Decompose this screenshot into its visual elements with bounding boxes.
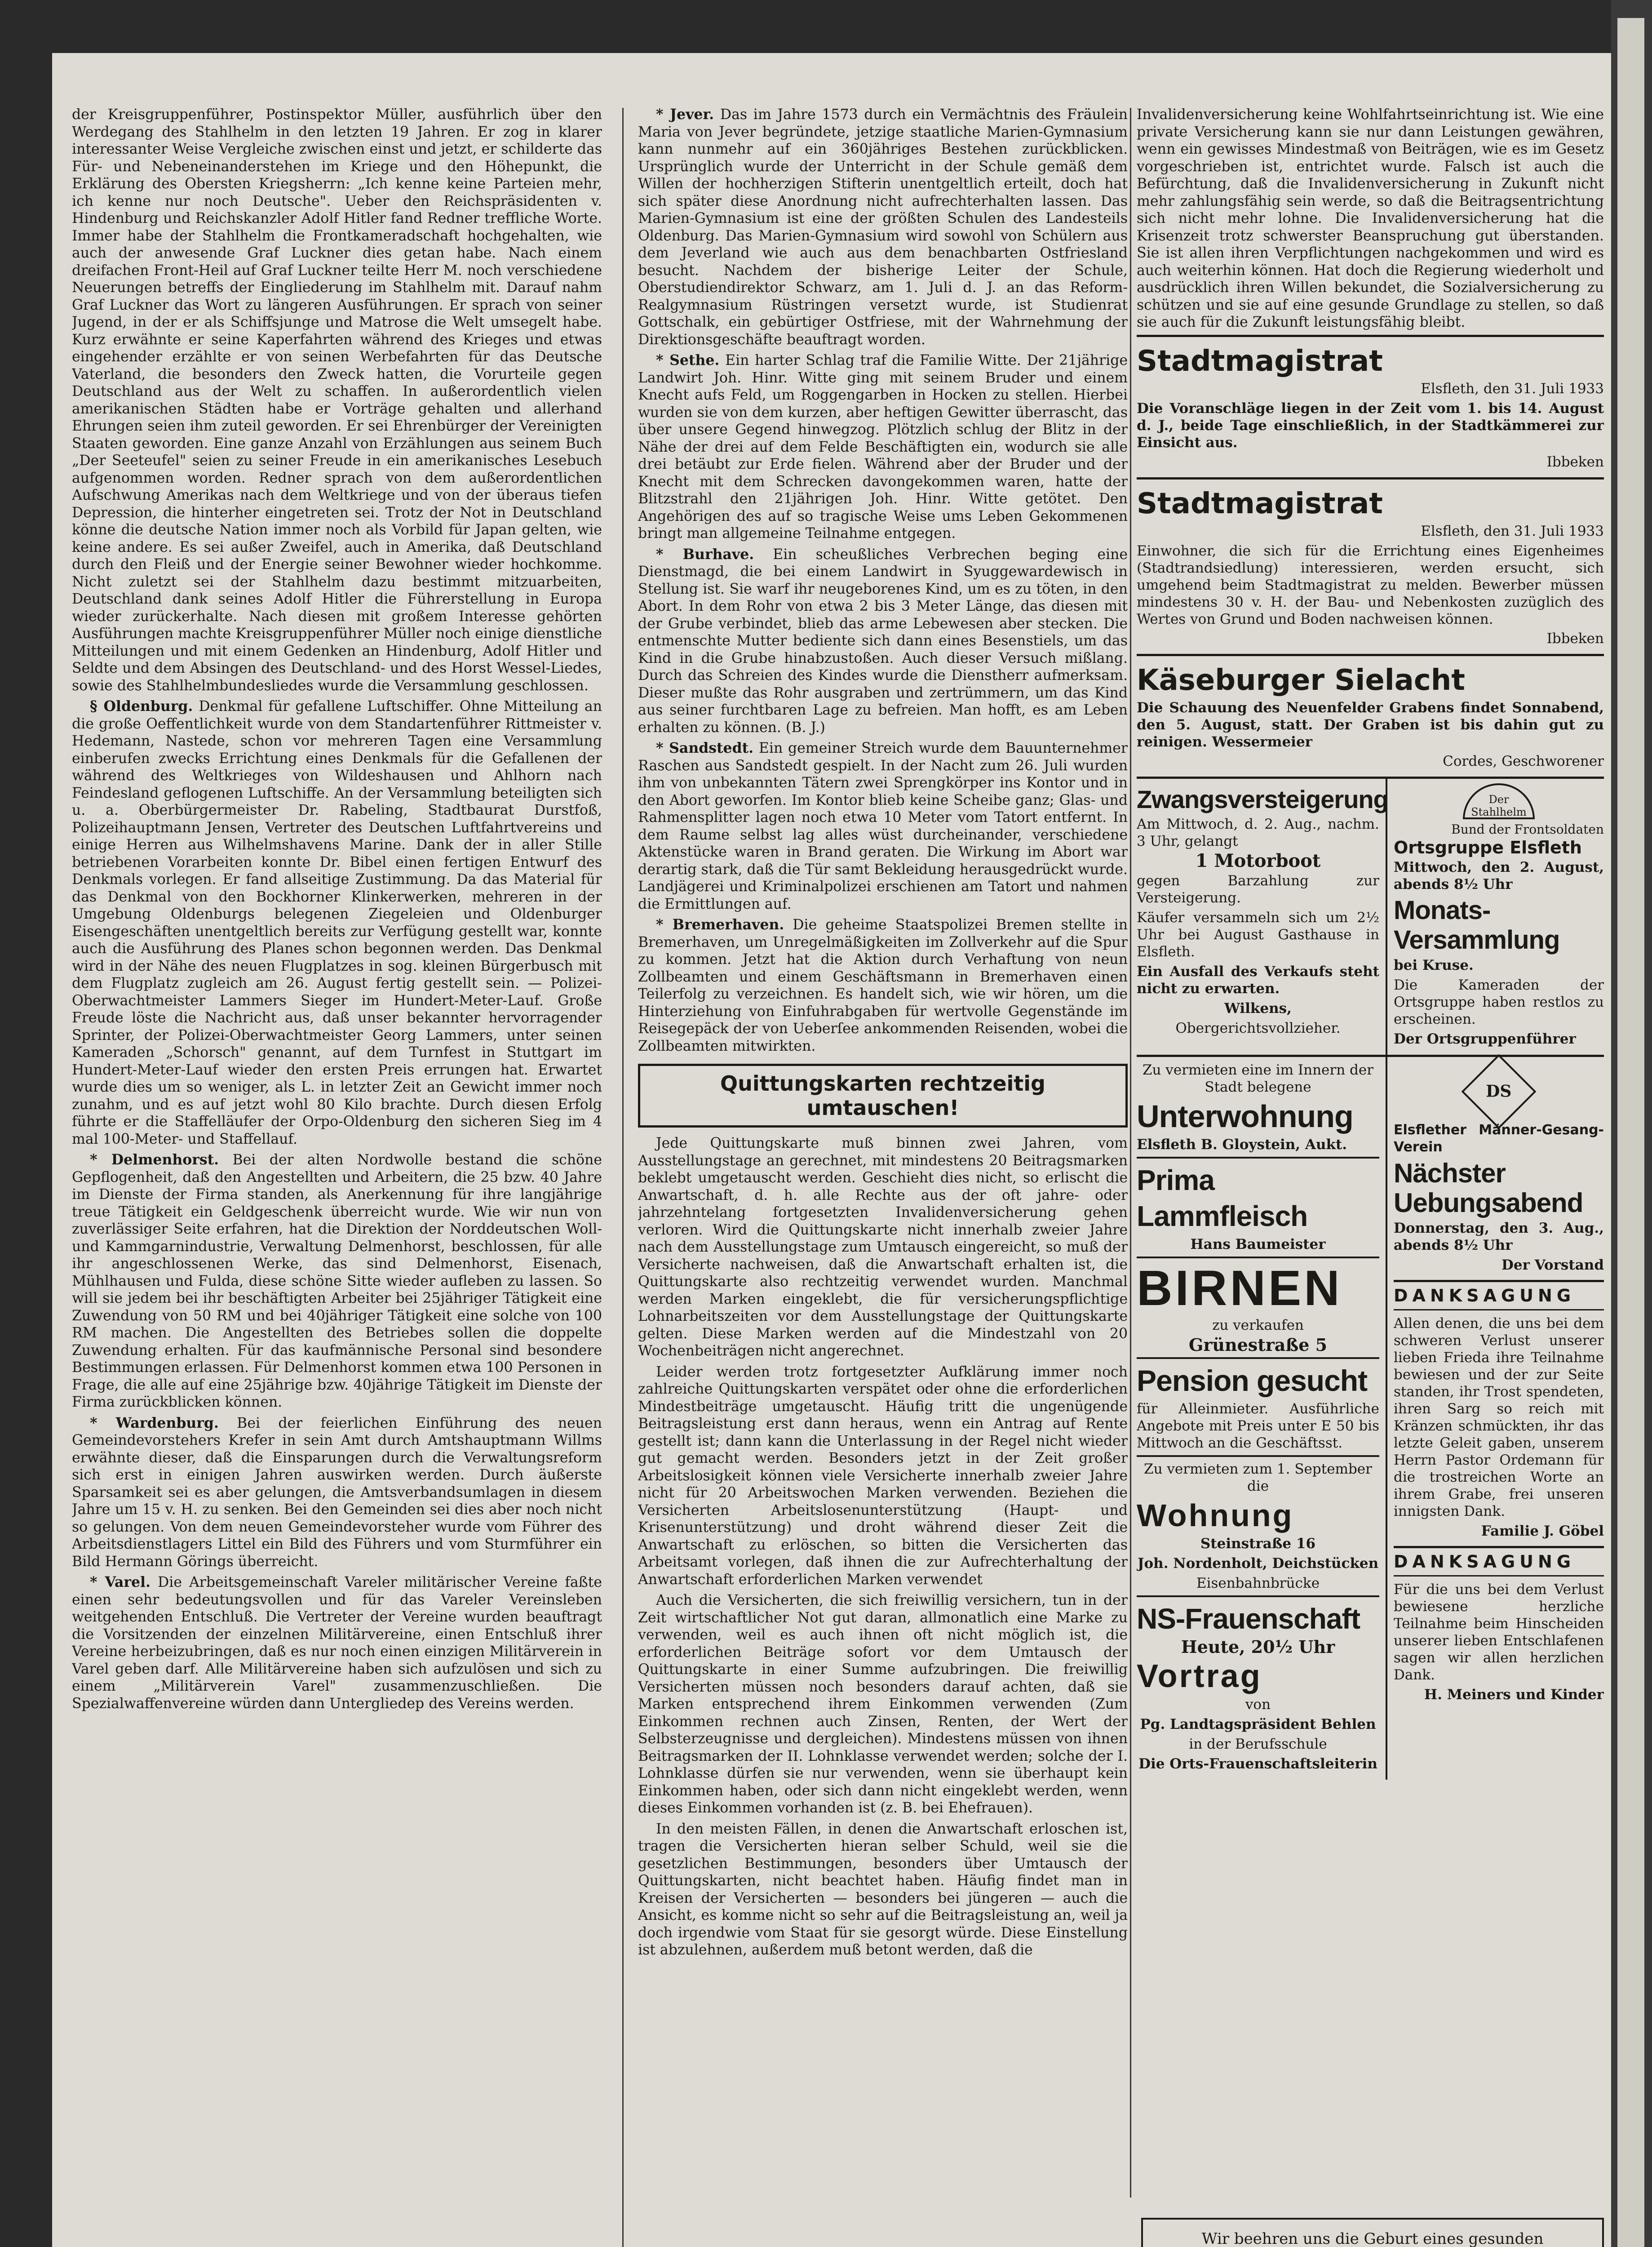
birth-text: Wir beehren uns die Geburt eines gesunden	[1201, 2230, 1544, 2247]
ad-zwangsversteigerung-place: Käufer versammeln sich um 2½ Uhr bei August Gasthause in Elsfleth.	[1137, 909, 1379, 960]
article-sethe	[638, 352, 1128, 542]
ad-frauenschaft-time: Heute, 20½ Uhr	[1181, 1636, 1335, 1657]
ad-lammfleisch-title: Prima Lammfleisch	[1137, 1163, 1308, 1232]
ad-stahlhelm-signature: Der Ortsgruppenführer	[1394, 1030, 1576, 1047]
ad-stahlhelm-date: Mittwoch, den 2. August, abends 8½ Uhr	[1394, 859, 1604, 893]
article-delmenhorst-body: Bei der alten Nordwolle bestand die schöne Gepflogenheit, daß den Angestellten und Arbeitern, die 25 bzw. 40 Jahre im Dienste der Firma standen, als Anerkennung für ihre langjährige treue Tätigkeit ein Geldgeschenk überreicht wurde. Wie wir nun von zuverlässiger Seite erfahren, hat die Direktion der Norddeutschen Woll- und Kammgarnindustrie, Verwaltung Delmenhorst, beschlossen, für alle ihr angeschlossenen Werke, das sind Delmenhorst, Eisenach, Mühlhausen und Fulda, diese schöne Sitte wieder aufleben zu lassen. So will sie jedem bei ihr beschäftigten Arbeiter bei 25jähriger Tätigkeit eine Zuwendung von 50 RM und bei 40jähriger Tätigkeit eine solche von 100 RM machen. Die Angestellten des Betriebes sollen die doppelte Zuwendung erhalten. Für das kaufmännische Personal sind besondere Bestimmungen erlassen. Für Delmenhorst kommen etwa 100 Personen in Frage, die alle auf eine 25jährige bzw. 40jährige Tätigkeit im Dienste der Firma zurückblicken können.	[72, 1152, 602, 1410]
ad-gesangverein-signature: Der Vorstand	[1501, 1257, 1604, 1273]
ad-stahlhelm-event: Monats-Versammlung	[1394, 895, 1560, 955]
ad-stadtmagistrat-2-text: Einwohner, die sich für die Errichtung eines Eigenheimes (Stadtrandsiedlung) interessieren, werden ersucht, sich umgehend beim Stadtmagistrat zu melden. Bewerber müssen mindestens 30 v. H. der Bau- und Nebenkosten zuzüglich des Wertes von Grund und Boden nachweisen können.	[1137, 542, 1604, 627]
quittungskarten-p2: Leider werden trotz fortgesetzter Aufklärung immer noch zahlreiche Quittungskarten verspätet oder ohne die erforderlichen Mindestbeiträge umgetauscht. Häufig tritt die ungenügende Beitragsleistung erst dann heraus, wenn ein Antrag auf Rente gestellt ist; dann kann die Unterlassung in der Regel nicht wieder gut gemacht werden. Besonders jetzt in der Zeit großer Arbeitslosigkeit können viele Versicherte innerhalb zweier Jahre nicht für 20 Arbeitswochen Marken verwenden. Beziehen die Versicherten Arbeitslosenunterstützung (Haupt- und Krisenunterstützung) und droht während dieser Zeit die Anwartschaft zu erlöschen, so bitten die Versicherten das Arbeitsamt vorlegen, daß ihnen die zur Aufrechterhaltung der Anwartschaft erforderlichen Marken verwendet	[638, 1363, 1128, 1588]
article-bremerhaven-body: Die geheime Staatspolizei Bremen stellte in Bremerhaven, um Unregelmäßigkeiten im Zollverkehr auf die Spur zu kommen. Jetzt hat die Aktion durch Verhaftung von neun Zollbeamten und einem Geschäftsmann in Bremerhaven einen Teilerfolg zu verzeichnen. Es handelt sich, wie wir hören, um die Hinterziehung von Einfuhrabgaben für wertvolle Gegenstände im Reisegepäck der von Ueberſee ankommenden Reisenden, wobei die Zollbeamten mitwirkten.	[638, 917, 1128, 1054]
ad-sielacht-title: Käseburger Sielacht	[1137, 663, 1465, 697]
ad-stadtmagistrat-1-signature: Ibbeken	[1546, 453, 1604, 470]
stahlhelm-report: der Kreisgruppenführer, Postinspektor Müller, ausführlich über den Werdegang des Stahlhelm in den letzten 19 Jahren. Er zog in klarer interessanter Weise Vergleiche zwischen einst und jetzt, er schilderte das Für- und Nebeneinanderstehen im Kriege und den Höhepunkt, die Erklärung des Obersten Kriegsherrn: „Ich kenne keine Parteien mehr, ich kenne nur noch Deutsche". Ueber den Reichspräsidenten v. Hindenburg und Reichskanzler Adolf Hitler fand Redner treffliche Worte. Immer habe der Stahlhelm die Frontkameradschaft hochgehalten, wie auch der anwesende Graf Luckner dies getan habe. Nach einem dreifachen Front-Heil auf Graf Luckner teilte Herr M. noch verschiedene Neuerungen betreffs der Eingliederung im Stahlhelm mit. Darauf nahm Graf Luckner das Wort zu längeren Ausführungen. Er sprach von seiner Jugend, in der er als Schiffsjunge und Matrose die Welt umsegelt habe. Kurz erwähnte er seine Kaperfahrten während des Krieges und etwas eingehender erzählte er von seinen Werbefahrten für das Deutsche Vaterland, die besonders den Zweck hatten, die Vorurteile gegen Deutschland aus der Welt zu schaffen. In außerordentlich vielen amerikanischen Städten habe er Vorträge gehalten und allerhand Ehrungen seien ihm zuteil geworden. Er sei Ehrenbürger der Vereinigten Staaten geworden. Eine ganze Anzahl von Erzählungen aus seinem Buch „Der Seeteufel" seien zu seiner Freude in ein amerikanisches Lesebuch aufgenommen worden. Redner sprach von dem außerordentlichen Aufschwung Amerikas nach dem Weltkriege und von der überaus tiefen Depression, die hinterher eingetreten sei. Trotz der Not in Deutschland könne die deutsche Nation immer noch als Vorbild für Japan gelten, wie keine andere. Es sei außer Zweifel, auch in Amerika, daß Deutschland durch den Fleiß und der Energie seiner Bewohner wieder hochkomme. Nicht zuletzt sei der Stahlhelm dazu bestimmt mitzuarbeiten, Deutschland dank seines Adolf Hitler die Führerstellung in Europa wieder zurückerhalte. Nach diesen mit großem Interesse gehörten Ausführungen machte Kreisgruppenführer Müller noch einige dienstliche Mitteilungen und mit einem Gedenken an Hindenburg, Adolf Hitler und Seldte und dem Absingen des Deutschland- und des Horst Wessel-Liedes, sowie des Stahlhelmbundesliedes wurde die Versammlung geschlossen.	[72, 107, 602, 694]
ad-column-left	[1137, 1057, 1387, 1780]
ad-frauenschaft-venue: in der Berufsschule	[1189, 1736, 1327, 1752]
ad-row-2	[1137, 1055, 1604, 1780]
ad-wohnung-address: Steinstraße 16	[1200, 1535, 1316, 1552]
ad-zwangsversteigerung-terms: gegen Barzahlung zur Versteigerung.	[1137, 872, 1379, 906]
ad-frauenschaft-signature: Die Orts-Frauenschaftsleiterin	[1138, 1755, 1377, 1772]
ad-zwangsversteigerung-item: 1 Motorboot	[1195, 850, 1321, 871]
choir-emblem-icon	[1462, 1054, 1537, 1129]
article-burhave-head: * Burhave.	[656, 546, 754, 563]
ad-row-1	[1137, 777, 1604, 1055]
column-2	[638, 106, 1128, 2247]
column-3	[1137, 106, 1604, 2209]
ad-stahlhelm	[1387, 779, 1604, 1055]
ad-birnen-address: Grünestraße 5	[1188, 1334, 1328, 1355]
article-delmenhorst-head: * Delmenhorst.	[90, 1151, 219, 1168]
ad-zwangsversteigerung-date: Am Mittwoch, d. 2. Aug., nachm. 3 Uhr, gelangt	[1137, 816, 1379, 849]
article-wardenburg	[72, 1415, 602, 1571]
quittungskarten-headline: Quittungskarten rechtzeitig umtauschen!	[638, 1064, 1128, 1128]
danksagung-1-text: Allen denen, die uns bei dem schweren Verlust unserer lieben Frieda ihre Teilnahme bewiesen und der zur Seite standen, ihr Trost spendeten, ihren Sarg so reich mit Kränzen schmückten, ihr das letzte Geleit gaben, unserem Herrn Pastor Ordemann für die trostreichen Worte an ihrem Grabe, frei unseren innigsten Dank.	[1394, 1315, 1604, 1519]
invalidenversicherung-continued: Invalidenversicherung keine Wohlfahrtseinrichtung ist. Wie eine private Versicherung kann sie nur dann Leistungen gewähren, wenn ein gewisses Mindestmaß von Beiträgen, wie es im Gesetz vorgeschrieben ist, entrichtet wurde. Falsch ist auch die Befürchtung, daß die Invalidenversicherung in Zukunft nicht mehr zahlungsfähig sein werde, so daß die Beitragsentrichtung sich nicht mehr lohne. Die Invalidenversicherung hat die Krisenzeit trotz schwerster Beanspruchung gut überstanden. Sie ist allen ihren Verpflichtungen nachgekommen und wird es auch weiterhin können. Hat doch die Regierung wiederholt und ausdrücklich ihren Willen bekundet, die Sozialversicherung zu schützen und sie auf eine gesunde Grundlage zu stellen, so daß sie auch für die Zukunft leistungsfähig bleibt.	[1137, 107, 1604, 330]
ad-pension-text: für Alleinmieter. Ausführliche Angebote mit Preis unter E 50 bis Mittwoch an die Geschäftsst.	[1137, 1400, 1379, 1451]
ad-stahlhelm-group: Ortsgruppe Elsfleth	[1394, 837, 1582, 857]
ad-stadtmagistrat-1-title: Stadtmagistrat	[1137, 344, 1383, 378]
article-wardenburg-head: * Wardenburg.	[90, 1414, 219, 1431]
ad-frauenschaft-event: Vortrag	[1137, 1658, 1262, 1694]
article-sandstedt-body: Ein gemeiner Streich wurde dem Bauunternehmer Raschen aus Sandstedt gespielt. In der Nacht zum 26. Juli wurden ihm von unbekannten Tätern zwei Sprengkörper ins Kontor und in den Abort geworfen. Im Kontor blieb keine Scheibe ganz; Glas- und Rahmensplitter lagen noch etwa 10 Meter vom Tatort entfernt. In dem Raume selbst lag alles wüst durcheinander, verschiedene Aktenstücke waren in Brand geraten. Die Wirkung im Abort war derartig stark, daß die Tür samt Bekleidung herausgedrückt wurde. Landjägerei und Kriminalpolizei erschienen am Tatort und nahmen die Ermittlungen auf.	[638, 740, 1128, 912]
birth-announcement	[1141, 2218, 1604, 2247]
ad-frauenschaft-von: von	[1245, 1696, 1271, 1713]
quittungskarten-p4: In den meisten Fällen, in denen die Anwartschaft erloschen ist, tragen die Versicherten hieran selber Schuld, weil sie die gesetzlichen Bestimmungen, besonders über Umtausch der Quittungskarten, nicht beachtet haben. Häufig findet man in Kreisen der Versicherten — besonders bei jüngeren — auch die Ansicht, es komme nicht so sehr auf die Beitragsleistung an, weil ja doch irgendwie vom Staat für sie gesorgt würde. Diese Einstellung ist abzulehnen, außerdem muß betont werden, daß die	[638, 1821, 1128, 1958]
article-sandstedt-head: * Sandstedt.	[656, 740, 754, 756]
danksagung-2-signature: H. Meiners und Kinder	[1424, 1686, 1604, 1703]
article-bremerhaven	[638, 916, 1128, 1055]
article-oldenburg-head: § Oldenburg.	[90, 698, 193, 715]
article-sethe-body: Ein harter Schlag traf die Familie Witte. Der 21jährige Landwirt Joh. Hinr. Witte ging mit seinem Bruder und einem Knecht aufs Feld, um Roggengarben in Hocken zu stellen. Hierbei wurden sie von dem kurzen, aber heftigen Gewitter überrascht, das über unsere Gegend hinwegzog. Plötzlich schlug der Blitz in der Nähe der drei auf dem Felde Beschäftigten ein, wodurch sie alle drei betäubt zur Erde fielen. Während aber der Bruder und der Knecht mit dem Schrecken davongekommen waren, hatte der Blitzstrahl den 21jährigen Joh. Hinr. Witte getötet. Den Angehörigen des auf so tragische Weise ums Leben Gekommenen bringt man allgemeine Teilnahme entgegen.	[638, 352, 1128, 542]
article-delmenhorst	[72, 1151, 602, 1411]
ad-pension-title: Pension gesucht	[1137, 1363, 1368, 1397]
article-burhave-body: Ein scheußliches Verbrechen beging eine Dienstmagd, die bei einem Landwirt in Syuggewardewisch in Stellung ist. Sie warf ihr neugeborenes Kind, um es zu töten, in den Abort. In dem Rohr von etwa 2 bis 3 Meter Länge, das diesen mit der Grube verbindet, blieb das arme Lebewesen aber stecken. Die entmenschte Mutter bediente sich dann eines Besenstiels, um das Kind in die Grube hinabzustoßen. Auch dieser Versuch mißlang. Durch das Schreien des Kindes wurde die Dienstherr aufmerksam. Dieser mußte das Rohr ausgraben und zertrümmern, um das Kind aus seiner furchtbaren Lage zu befreien. Man hofft, es am Leben erhalten zu können. (B. J.)	[638, 546, 1128, 736]
article-sandstedt	[638, 740, 1128, 913]
ad-zwangsversteigerung-note: Ein Ausfall des Verkaufs steht nicht zu erwarten.	[1137, 963, 1379, 997]
ad-wohnung-contact: Joh. Nordenholt, Deichstücken	[1137, 1555, 1379, 1572]
article-varel-body: Die Arbeitsgemeinschaft Vareler militärischer Vereine faßte einen sehr bedeutungsvollen und für das Vareler Vereinsleben weitgehenden Entschluß. Die Vertreter der Vereine wurden beauftragt die Vorsitzenden der einzelnen Militärvereine, einen Entschluß ihrer Vereine herbeizubringen, daß es nur noch einen einzigen Militärverein in Varel geben darf. Alle Militärvereine haben sich aufzulösen und sich zu einem „Militärverein Varel" zusammenzuschließen. Die Spezialwaffenvereine würden dann Untergliedер des Vereins werden.	[72, 1574, 602, 1712]
ad-stadtmagistrat-2-date: Elsfleth, den 31. Juli 1933	[1421, 523, 1604, 539]
article-wardenburg-body: Bei der feierlichen Einführung des neuen Gemeindevorstehers Krefer in sein Amt durch Amtshauptmann Willms erwähnte dieser, daß die Einsparungen durch die Verwaltungsreform sich erst in einigen Jahren auswirken werden. Durch äußerste Sparsamkeit sei es aber gelungen, die Amtsverbandsumlagen in diesem Jahre um 15 v. H. zu senken. Bei den Gemeinden sei dies aber noch nicht so gelungen. Von dem neuen Gemeindevorsteher wurde vom Führer des Arbeitsdienstlagers Littel ein Bild des Führers und vom Sturmführer ein Bild Hermann Görings überreicht.	[72, 1415, 602, 1570]
article-varel-head: * Varel.	[90, 1574, 151, 1590]
ad-stadtmagistrat-1-date: Elsfleth, den 31. Juli 1933	[1421, 380, 1604, 397]
article-jever-head: * Jever.	[656, 106, 714, 123]
article-varel	[72, 1574, 602, 1712]
quittungskarten-p3: Auch die Versicherten, die sich freiwillig versichern, tun in der Zeit wirtschaftlicher Not gut daran, allmonatlich eine Marke zu verwenden, weil es auch ihnen oft nicht möglich ist, die erforderlichen Beiträge sofort vor dem Umtausch der Quittungskarte in einer Summe aufzubringen. Die freiwillig Versicherten müssen noch besonders darauf achten, daß sie Marken entsprechend ihrem Einkommen verwenden (Zum Einkommen rechnen auch Zinsen, Renten, der Wert der Selbsterzeugnisse und dergleichen). Mindestens müssen von ihnen Beitragsmarken der II. Lohnklasse verwendet werden; solche der I. Lohnklasse dürfen sie nur verwenden, wenn sie überhaupt kein Einkommen haben, oder sich dann nicht eingeklebt werden, wenn dieses Einkommen vorhanden ist (z. B. bei Ehefrauen).	[638, 1592, 1128, 1816]
ad-stahlhelm-note: Die Kameraden der Ortsgruppe haben restlos zu erscheinen.	[1394, 977, 1604, 1027]
ad-wohnung-location: Eisenbahnbrücke	[1196, 1575, 1320, 1591]
ad-sielacht-signature: Cordes, Geschworener	[1443, 753, 1604, 769]
ad-stadtmagistrat-2-signature: Ibbeken	[1546, 630, 1604, 647]
article-oldenburg	[72, 698, 602, 1148]
column-rule-2	[1130, 108, 1131, 2198]
ad-stahlhelm-bund: Bund der Frontsoldaten	[1451, 822, 1604, 837]
ad-kaeseburger-sielacht	[1137, 654, 1604, 777]
danksagung-2-title: DANKSAGUNG	[1394, 1546, 1604, 1576]
ad-column-right	[1387, 1057, 1604, 1780]
ad-stadtmagistrat-1-text: Die Voranschläge liegen in der Zeit vom 1. bis 14. August d. J., beide Tage einschließlich, in der Stadtkämmerei zur Einsicht aus.	[1137, 400, 1604, 451]
ad-sielacht-text: Die Schauung des Neuenfelder Grabens findet Sonnabend, den 5. August, statt. Der Graben ist bis dahin gut zu reinigen. Wessermeier	[1137, 699, 1604, 750]
ad-stadtmagistrat-2-title: Stadtmagistrat	[1137, 487, 1383, 520]
ad-zwangsversteigerung-role: Obergerichtsvollzieher.	[1175, 1020, 1341, 1036]
ad-zwangsversteigerung-title: Zwangsversteigerung	[1137, 785, 1388, 813]
article-jever	[638, 106, 1128, 348]
danksagung-1-title: DANKSAGUNG	[1394, 1280, 1604, 1310]
ad-gesangverein-date: Donnerstag, den 3. Aug., abends 8½ Uhr	[1394, 1220, 1604, 1253]
ad-gesangverein-name: Elsflether Männer-Gesang-Verein	[1394, 1122, 1604, 1155]
ad-birnen-title: BIRNEN	[1137, 1260, 1342, 1316]
ad-zwangsversteigerung	[1137, 779, 1387, 1055]
ad-lammfleisch-seller: Hans Baumeister	[1190, 1236, 1326, 1252]
danksagung-1-signature: Familie J. Göbel	[1481, 1523, 1604, 1539]
ad-stadtmagistrat-2	[1137, 477, 1604, 654]
ad-stadtmagistrat-1	[1137, 335, 1604, 477]
ad-wohnung-title: Wohnung	[1137, 1497, 1294, 1533]
column-1	[72, 106, 602, 2247]
article-sethe-head: * Sethe.	[656, 352, 720, 369]
article-jever-body: Das im Jahre 1573 durch ein Vermächtnis des Fräulein Maria von Jever begründete, jetzige staatliche Marien-Gymnasium kann nunmehr auf ein 360jähriges Bestehen zurückblicken. Ursprünglich wurde der Unterricht in der Schule gemäß dem Willen der hochherzigen Stifterin unentgeltlich erteilt, doch hat sich später diese Anordnung nicht aufrechterhalten lassen. Das Marien-Gymnasium ist eine der größten Schulen des Landesteils Oldenburg. Das Marien-Gymnasium wird sowohl von Schülern aus dem Jeverland wie auch aus dem benachbarten Ostfriesland besucht. Nachdem der bisherige Leiter der Schule, Oberstudiendirektor Schwarz, am 1. Juli d. J. an das Reform-Realgymnasium Rüstringen versetzt wurde, ist Studienrat Gottschalk, ein gebürtiger Ostfriese, mit der Wahrnehmung der Direktionsgeschäfte beauftragt worden.	[638, 107, 1128, 348]
ad-wohnung-intro: Zu vermieten zum 1. September die	[1144, 1461, 1372, 1494]
article-burhave	[638, 546, 1128, 737]
stahlhelm-badge-icon: Der Stahlhelm	[1463, 783, 1535, 819]
ad-gesangverein-title: Nächster Uebungsabend	[1394, 1158, 1583, 1218]
column-rule-1	[622, 108, 624, 2247]
article-oldenburg-body: Denkmal für gefallene Luftschiffer. Ohne Mitteilung an die große Oeffentlichkeit wurde von dem Standartenführer Rittmeister v. Hedemann, Nastede, schon vor mehreren Tagen eine Versammlung einberufen zwecks Errichtung eines Denkmals für die Gefallenen der während des Weltkrieges von Wildeshausen und Ahlhorn nach Feindesland geflogenen Luftschiffe. An der Versammlung beteiligten sich u. a. Oberbürgermeister Dr. Rabeling, Stadtbaurat Durstfoß, Polizeihauptmann Jensen, Vertreter des Deutschen Luftfahrtvereins und einige Herren aus Wilhelmshavens Marine. Dank der in aller Stille betriebenen Vorarbeiten konnte Dr. Bibel einen fertigen Entwurf des Denkmals vorlegen. Er fand allseitige Zustimmung. Da das Material für das Denkmal von den Bockhorner Klinkerwerken, mehreren in der Umgebung Oldenburgs belegenen Ziegeleien und Oldenburger Eisengeschäften unentgeltlich bereits zur Verfügung gestellt war, konnte auch die Ausführung des Planes schon begonnen werden. Das Denkmal wird in der Nähe des neuen Flugplatzes in sog. kleinen Bürgerbusch mit dem Flugplatz zugleich am 26. August fertig gestellt sein. — Polizei-Oberwachtmeister Lammers Sieger im Hundert-Meter-Lauf. Große Freude löste die Nachricht aus, daß unser bekannter hervorragender Sprinter, der Polizei-Oberwachtmeister Georg Lammers, unter seinen Kameraden „Schorsch" genannt, auf dem Turnfest in Stuttgart im Hundert-Meter-Lauf wieder den ersten Preis errungen hat. Erwartet wurde dies um so weniger, als L. in letzter Zeit an Gewicht immer noch zunahm, und es auf jetzt wohl 80 Kilo brachte. Durch diesen Erfolg führte er die Staffelläufer der Orpo-Oldenburg den sicheren Sieg im 4 mal 100-Meter- und Staffellauf.	[72, 698, 602, 1147]
danksagung-2-text: Für die uns bei dem Verlust bewiesene herzliche Teilnahme beim Hinscheiden unserer lieben Entschlafenen sagen wir allen herzlichen Dank.	[1394, 1581, 1604, 1683]
ad-stahlhelm-venue: bei Kruse.	[1394, 957, 1474, 973]
ad-birnen-sub: zu verkaufen	[1212, 1317, 1304, 1333]
ad-frauenschaft-title: NS-Frauenschaft	[1137, 1602, 1360, 1635]
adjacent-page-edge	[1617, 18, 1644, 2247]
ad-zwangsversteigerung-name: Wilkens,	[1224, 1000, 1292, 1017]
article-bremerhaven-head: * Bremerhaven.	[656, 916, 784, 933]
ad-unterwohnung-intro: Zu vermieten eine im Innern der Stadt belegene	[1142, 1061, 1374, 1095]
ad-unterwohnung-title: Unterwohnung	[1137, 1098, 1353, 1134]
choir-emblem-text: DS	[1486, 1082, 1512, 1101]
quittungskarten-p1: Jede Quittungskarte muß binnen zwei Jahren, vom Ausstellungstage an gerechnet, mit mindestens 20 Beitragsmarken beklebt umgetauscht werden. Geschieht dies nicht, so erlischt die Anwartschaft, d. h. alle Rechte aus der oft jahre- oder jahrzehntelang fortgesetzten Invalidenversicherung gehen verloren. Wird die Quittungskarte nicht innerhalb zweier Jahre nach dem Ausstellungstage zum Umtausch eingereicht, so muß der Versicherte nachweisen, daß die Anwartschaft erhalten ist, die Quittungskarte also rechtzeitig verwendet wurden. Manchmal werden Marken eingeklebt, die für versicherungspflichtige Lohnarbeitszeiten vor dem Ausstellungstage der Quittungskarte gelten. Diese Marken werden auf die Mindestzahl von 20 Wochenbeiträgen nicht angerechnet.	[638, 1135, 1128, 1359]
ad-frauenschaft-speaker: Pg. Landtagspräsident Behlen	[1140, 1716, 1376, 1732]
ad-unterwohnung-contact: Elsfleth B. Gloystein, Aukt.	[1137, 1136, 1347, 1153]
